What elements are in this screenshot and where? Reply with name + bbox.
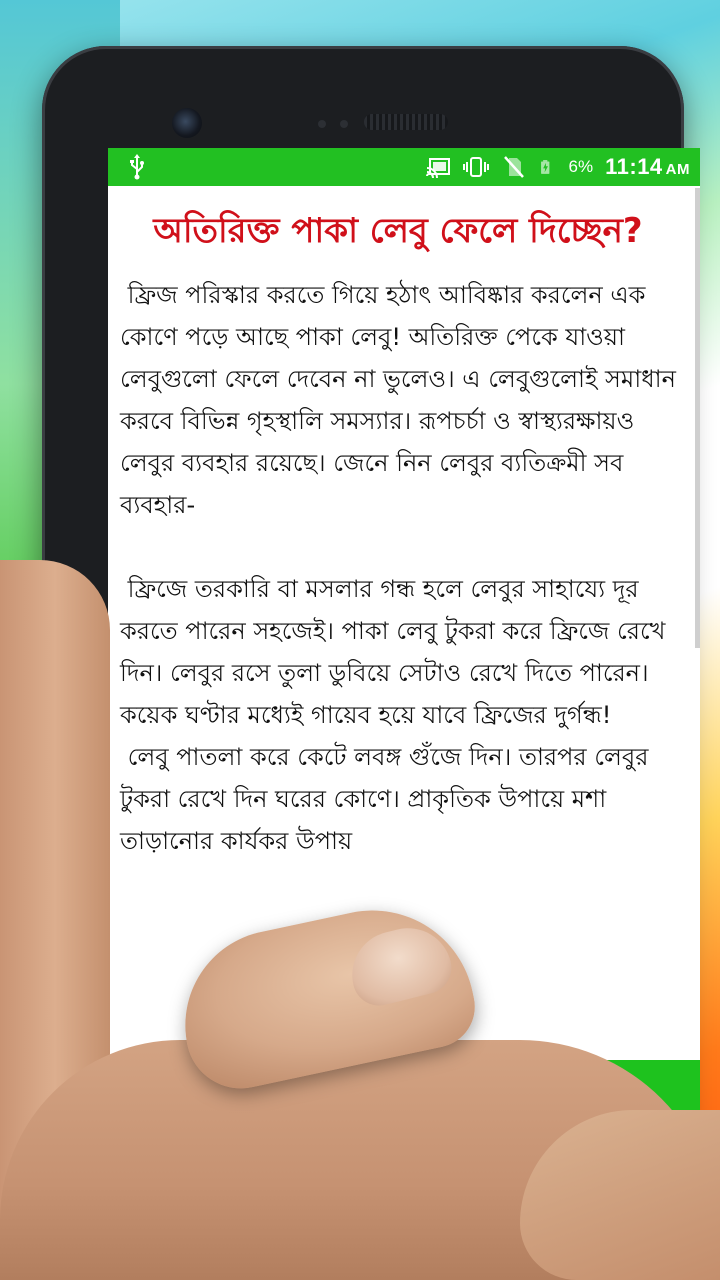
no-sim-icon: [501, 156, 527, 178]
sensor-icon: [340, 120, 348, 128]
camera-icon: [172, 108, 202, 138]
status-bar: [108, 148, 700, 186]
battery-percent: 6%: [568, 157, 594, 176]
sensor-icon: [318, 120, 326, 128]
cast-icon: [425, 156, 451, 178]
clock: [605, 154, 690, 180]
article-paragraph-3: লেবু পাতলা করে কেটে লবঙ্গ গুঁজে দিন। তারপর লেবুর টুকরা রেখে দিন ঘরের কোণে। প্রাকৃতিক উপায়ে মশা তাড়ানোর কার্যকর উপায়: [120, 743, 657, 855]
article-paragraph-1: ফ্রিজ পরিস্কার করতে গিয়ে হঠাৎ আবিষ্কার করলেন এক কোণে পড়ে আছে পাকা লেবু! অতিরিক্ত পেকে যাওয়া লেবুগুলো ফেলে দেবেন না ভুলেও। এ লেবুগুলোই সমাধান করবে বিভিন্ন গৃহস্থালি সমস্যার। রূপচর্চা ও স্বাস্থ্যরক্ষায়ও লেবুর ব্যবহার রয়েছে। জেনে নিন লেবুর ব্যতিক্রমী সব ব্যবহার-: [120, 281, 684, 519]
scrollbar[interactable]: [695, 188, 700, 648]
vibrate-icon: [463, 156, 489, 178]
article-paragraph-2: ফ্রিজে তরকারি বা মসলার গন্ধ হলে লেবুর সাহায্যে দূর করতে পারেন সহজেই। পাকা লেবু টুকরা করে ফ্রিজে রেখে দিন। লেবুর রসে তুলা ডুবিয়ে সেটাও রেখে দিতে পারেন। কয়েক ঘণ্টার মধ্যেই গায়েব হয়ে যাবে ফ্রিজের দুর্গন্ধ!: [120, 575, 674, 729]
speaker-grille: [364, 114, 448, 130]
paragraph-gap: [108, 526, 688, 568]
usb-icon: [128, 154, 146, 180]
article-title: অতিরিক্ত পাকা লেবু ফেলে দিচ্ছেন?: [153, 211, 643, 251]
clock-ampm: AM: [665, 161, 690, 178]
clock-time: 11:14: [605, 154, 663, 179]
battery-charging-icon: [539, 156, 557, 178]
